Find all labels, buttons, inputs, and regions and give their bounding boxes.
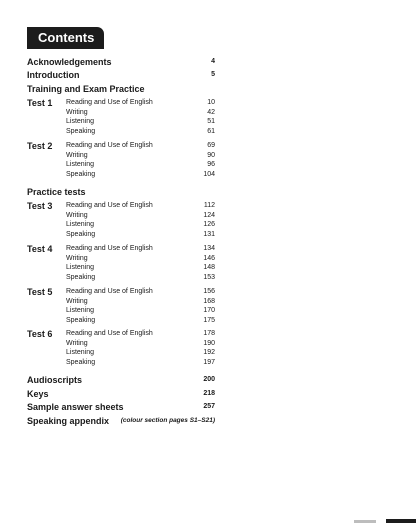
- part-label: Reading and Use of English: [66, 288, 153, 295]
- test-part[interactable]: [66, 263, 215, 273]
- test-name[interactable]: Test 4: [27, 244, 53, 254]
- part-page: 134: [203, 245, 215, 252]
- part-label: Speaking: [66, 273, 96, 281]
- test-part[interactable]: [66, 339, 215, 349]
- part-page: 175: [203, 316, 215, 324]
- test-part[interactable]: [66, 201, 215, 211]
- entry-page: 218: [203, 390, 215, 397]
- toc-entry-keys[interactable]: [27, 387, 215, 401]
- part-label: Reading and Use of English: [66, 99, 153, 106]
- part-page: 170: [203, 307, 215, 314]
- toc-entry-audioscripts[interactable]: [27, 373, 215, 387]
- part-label: Reading and Use of English: [66, 245, 153, 252]
- page-corner-tab: [386, 519, 416, 523]
- part-label: Writing: [66, 254, 88, 262]
- part-page: 153: [203, 273, 215, 281]
- entry-label: Acknowledgements: [27, 57, 112, 67]
- part-page: 131: [203, 230, 215, 238]
- part-label: Speaking: [66, 358, 96, 366]
- part-page: 197: [203, 358, 215, 366]
- test-part[interactable]: [66, 230, 215, 240]
- part-label: Writing: [66, 339, 88, 347]
- part-page: 69: [207, 142, 215, 149]
- toc-entry-speaking-appendix[interactable]: [27, 414, 215, 428]
- test-name[interactable]: Test 5: [27, 287, 53, 297]
- test-part[interactable]: [66, 329, 215, 339]
- entry-page: 4: [211, 58, 215, 65]
- test-part[interactable]: [66, 244, 215, 254]
- part-label: Writing: [66, 108, 88, 116]
- test-part[interactable]: [66, 297, 215, 307]
- test-part[interactable]: [66, 306, 215, 316]
- entry-label: Sample answer sheets: [27, 402, 124, 412]
- test-name[interactable]: Test 1: [27, 98, 53, 108]
- part-page: 51: [207, 118, 215, 125]
- test-name[interactable]: Test 6: [27, 329, 53, 339]
- part-label: Listening: [66, 118, 95, 125]
- test-part[interactable]: [66, 273, 215, 283]
- entry-label: Introduction: [27, 70, 80, 80]
- test-part[interactable]: [66, 170, 215, 180]
- test-part[interactable]: [66, 348, 215, 358]
- test-part[interactable]: [66, 220, 215, 230]
- test-part[interactable]: [66, 141, 215, 151]
- test-part[interactable]: [66, 358, 215, 368]
- part-page: 192: [203, 349, 215, 356]
- training-heading: Training and Exam Practice: [27, 84, 145, 94]
- part-label: Listening: [66, 349, 95, 356]
- toc-entry-acknowledgements[interactable]: [27, 55, 215, 69]
- part-label: Speaking: [66, 127, 96, 135]
- part-label: Speaking: [66, 170, 96, 178]
- part-page: 126: [203, 221, 215, 228]
- part-label: Speaking: [66, 316, 96, 324]
- entry-page: 5: [211, 71, 215, 78]
- part-page: 178: [203, 330, 215, 337]
- part-label: Writing: [66, 211, 88, 219]
- part-page: 156: [203, 288, 215, 295]
- part-label: Speaking: [66, 230, 96, 238]
- part-page: 124: [203, 211, 215, 219]
- test-part[interactable]: [66, 254, 215, 264]
- test-part[interactable]: [66, 151, 215, 161]
- part-page: 10: [207, 99, 215, 106]
- part-label: Writing: [66, 297, 88, 305]
- part-page: 148: [203, 264, 215, 271]
- contents-title: Contents: [27, 27, 104, 49]
- test-part[interactable]: [66, 98, 215, 108]
- part-label: Listening: [66, 161, 95, 168]
- part-page: 61: [207, 127, 215, 135]
- part-label: Listening: [66, 264, 95, 271]
- part-label: Writing: [66, 151, 88, 159]
- test-part[interactable]: [66, 117, 215, 127]
- entry-label: Keys: [27, 389, 49, 399]
- test-part[interactable]: [66, 211, 215, 221]
- part-label: Reading and Use of English: [66, 330, 153, 337]
- test-part[interactable]: [66, 108, 215, 118]
- part-label: Listening: [66, 307, 95, 314]
- part-label: Listening: [66, 221, 95, 228]
- practice-heading: Practice tests: [27, 187, 86, 197]
- part-page: 90: [207, 151, 215, 159]
- toc-entry-introduction[interactable]: [27, 68, 215, 82]
- part-page: 146: [203, 254, 215, 262]
- part-page: 112: [203, 202, 215, 209]
- entry-label: Speaking appendix: [27, 416, 110, 426]
- part-page: 104: [203, 170, 215, 178]
- entry-label: Audioscripts: [27, 375, 83, 385]
- part-label: Reading and Use of English: [66, 142, 153, 149]
- test-part[interactable]: [66, 316, 215, 326]
- part-page: 168: [203, 297, 215, 305]
- test-name[interactable]: Test 2: [27, 141, 53, 151]
- entry-page: 200: [203, 376, 215, 383]
- part-page: 190: [203, 339, 215, 347]
- test-name[interactable]: Test 3: [27, 201, 53, 211]
- test-part[interactable]: [66, 287, 215, 297]
- part-label: Reading and Use of English: [66, 202, 153, 209]
- test-part[interactable]: [66, 160, 215, 170]
- entry-page: 257: [203, 403, 215, 410]
- test-part[interactable]: [66, 127, 215, 137]
- part-page: 96: [207, 161, 215, 168]
- appendix-note: (colour section pages S1–S21): [120, 417, 215, 424]
- toc-entry-sample-answer-sheets[interactable]: [27, 400, 215, 414]
- part-page: 42: [207, 108, 215, 116]
